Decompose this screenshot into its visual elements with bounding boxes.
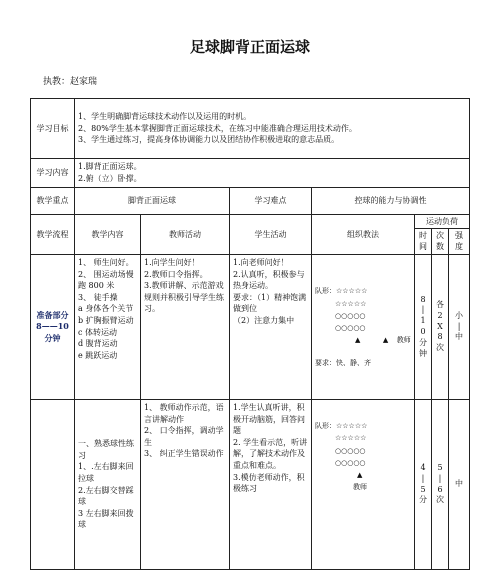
objective-item: 1、学生明确脚背运球技术动作以及运用的时机。 bbox=[78, 112, 252, 122]
basic-content-item: 2.左右脚交替踩球 bbox=[78, 485, 134, 507]
header-content: 教学内容 bbox=[75, 215, 141, 255]
basic-content-item: 1、.左右脚来回拉球 bbox=[78, 462, 134, 483]
formation-row: ○○○○○ bbox=[335, 446, 366, 455]
prep-student-cell bbox=[230, 255, 312, 400]
formation-row: ○○○○○ bbox=[335, 311, 366, 320]
basic-count-char: 次 bbox=[436, 495, 444, 505]
header-load: 运动负荷 bbox=[415, 215, 470, 229]
prep-time-char: | bbox=[421, 305, 425, 315]
basic-time-char: 4 bbox=[420, 462, 426, 472]
prep-student-item: （2）注意力集中 bbox=[233, 315, 295, 325]
basic-time-char: | bbox=[421, 473, 425, 483]
prep-time-char: 0 bbox=[420, 327, 426, 336]
basic-time bbox=[415, 400, 432, 570]
basic-student-item: 1.学生认真听讲，积极开动脑筋，回答问题 bbox=[233, 403, 305, 436]
prep-student-item: 2.认真听，积极参与热身运动。 bbox=[233, 269, 305, 291]
prep-student-item: 要求：（1）精神饱满做到位 bbox=[233, 292, 307, 314]
prep-time bbox=[415, 255, 432, 400]
basic-intensity bbox=[449, 400, 470, 570]
header-time-char: 时 bbox=[419, 230, 427, 240]
formation-label: 队形： bbox=[315, 287, 336, 296]
basic-label-cell bbox=[31, 400, 75, 570]
prep-teacher-item: 3.教师讲解、示范游戏规则并积极引导学生练习。 bbox=[144, 281, 224, 314]
header-teacher: 教师活动 bbox=[141, 215, 230, 255]
prep-content-item: a 身体各个关节 bbox=[78, 304, 134, 314]
header-count-char: 次 bbox=[436, 230, 444, 240]
basic-teacher-cell bbox=[141, 400, 230, 570]
basic-student-item: 2. 学生看示范，听讲解，了解技术动作及重点和难点。 bbox=[233, 437, 308, 470]
basic-student-cell bbox=[230, 400, 312, 570]
teacher-marker-label: 教师 bbox=[353, 483, 367, 492]
header-intensity bbox=[449, 229, 470, 255]
header-count-char: 数 bbox=[436, 241, 444, 251]
objectives-label: 学习目标 bbox=[31, 99, 75, 159]
basic-count-char: 6 bbox=[437, 484, 443, 494]
basic-count-char: | bbox=[438, 473, 442, 483]
basic-content-cell bbox=[75, 400, 141, 570]
header-student: 学生活动 bbox=[230, 215, 312, 255]
prep-teacher-item: 2.教师口令指挥。 bbox=[144, 269, 208, 279]
difficulty-value: 控球的能力与协调性 bbox=[312, 188, 470, 215]
prep-label-cell bbox=[31, 255, 75, 400]
content-row bbox=[31, 159, 470, 188]
author-line: 执教：赵家瑞 bbox=[43, 77, 98, 87]
basic-count-char: 5 bbox=[437, 462, 443, 472]
formation-row: ○○○○○ bbox=[335, 458, 366, 467]
prep-duration: 8——10分钟 bbox=[36, 321, 69, 343]
prep-time-char: 1 bbox=[420, 316, 426, 326]
content-cell bbox=[75, 159, 470, 188]
teacher-marker-icon: ▲ bbox=[355, 336, 361, 345]
basic-time-char: 分 bbox=[419, 495, 427, 505]
basic-row bbox=[31, 400, 470, 570]
header-time-char: 间 bbox=[419, 241, 427, 251]
prep-teacher-item: 1.向学生问好！ bbox=[144, 258, 200, 267]
page-title: 足球脚背正面运球 bbox=[189, 38, 310, 56]
prep-content-item: b 扩胸振臂运动 bbox=[78, 315, 134, 325]
teacher-marker-icon: ▲ bbox=[357, 471, 363, 479]
basic-time-char: 5 bbox=[420, 484, 426, 494]
teacher-marker-icon: ▲ bbox=[382, 336, 389, 345]
formation-row: ☆☆☆☆☆ bbox=[335, 299, 367, 308]
prep-count bbox=[432, 255, 449, 400]
prep-row bbox=[31, 255, 470, 400]
lesson-plan-table bbox=[30, 98, 470, 570]
basic-content-item: 3 左右脚来回拨球 bbox=[78, 508, 134, 530]
objective-item: 2、80%学生基本掌握脚背正面运球技术，在练习中能准确合理运用技术动作。 bbox=[78, 123, 357, 133]
formation-requirement: 要求：快、静、齐 bbox=[315, 358, 371, 367]
prep-time-char: 分 bbox=[419, 337, 427, 347]
prep-content-item: c 体转运动 bbox=[78, 327, 118, 337]
prep-content-item: 3、 徒手操 bbox=[78, 292, 118, 302]
header-flow: 教学流程 bbox=[31, 215, 75, 255]
prep-intensity-char: 中 bbox=[455, 332, 464, 342]
prep-content-cell bbox=[75, 255, 141, 400]
prep-formation-cell bbox=[312, 255, 415, 400]
header-time bbox=[415, 229, 432, 255]
prep-count-char: 各 bbox=[436, 300, 444, 309]
header-count bbox=[432, 229, 449, 255]
header-organization: 组织教法 bbox=[312, 215, 415, 255]
content-item: 1.脚背正面运球。 bbox=[78, 162, 142, 172]
prep-intensity bbox=[449, 255, 470, 400]
formation-label: 队形： bbox=[315, 422, 336, 430]
header-intensity-char: 度 bbox=[455, 241, 464, 251]
prep-teacher-cell bbox=[141, 255, 230, 400]
prep-count-char: 次 bbox=[436, 343, 444, 353]
basic-count bbox=[432, 400, 449, 570]
prep-label: 准备部分 bbox=[36, 309, 69, 320]
objectives-cell bbox=[75, 99, 470, 159]
prep-time-char: 8 bbox=[420, 294, 426, 304]
basic-student-item: 3.模仿老师动作，积极练习 bbox=[233, 472, 305, 494]
formation-row: ☆☆☆☆☆ bbox=[335, 434, 367, 443]
difficulty-label: 学习难点 bbox=[230, 188, 312, 215]
key-point-value: 脚背正面运球 bbox=[75, 188, 230, 215]
basic-teacher-item: 2、 口令指挥，调动学生 bbox=[144, 426, 224, 447]
prep-count-char: 2 bbox=[437, 310, 443, 320]
header-intensity-char: 强 bbox=[455, 230, 464, 240]
focus-row bbox=[31, 188, 470, 215]
basic-formation-cell bbox=[312, 400, 415, 570]
objective-item: 3、学生通过练习，提高身体协调能力以及团结协作积极进取的意志品质。 bbox=[78, 135, 340, 145]
formation-row: ☆☆☆☆☆ bbox=[336, 422, 368, 430]
teacher-marker-label: 教师 bbox=[396, 336, 411, 345]
prep-time-char: 钟 bbox=[419, 348, 427, 358]
prep-content-item: 1、 师生问好。 bbox=[78, 258, 134, 267]
prep-count-char: X bbox=[437, 321, 443, 331]
prep-content-item: d 腹背运动 bbox=[78, 339, 118, 349]
key-point-label: 教学重点 bbox=[31, 188, 75, 215]
formation-row: ☆☆☆☆☆ bbox=[336, 287, 368, 296]
basic-teacher-item: 1、 教师动作示范，语言讲解动作 bbox=[144, 403, 224, 424]
prep-intensity-char: 小 bbox=[455, 310, 464, 320]
content-item: 2.俯（立）卧撑。 bbox=[78, 174, 142, 183]
basic-content-item: 一、熟悉球性练习 bbox=[78, 439, 134, 460]
basic-intensity-char: 中 bbox=[455, 479, 464, 489]
prep-content-item: e 跳跃运动 bbox=[78, 350, 118, 360]
formation-row: ○○○○○ bbox=[335, 324, 366, 332]
prep-intensity-char: | bbox=[457, 321, 461, 331]
objectives-row bbox=[31, 99, 470, 159]
prep-count-char: 8 bbox=[437, 332, 443, 342]
basic-teacher-item: 3、 纠正学生错误动作 bbox=[144, 449, 224, 459]
prep-content-item: 2、 围运动场慢跑 800 米 bbox=[78, 269, 134, 291]
header-row bbox=[31, 215, 470, 229]
content-label: 学习内容 bbox=[31, 159, 75, 188]
prep-student-item: 1.向老师问好！ bbox=[233, 258, 289, 267]
